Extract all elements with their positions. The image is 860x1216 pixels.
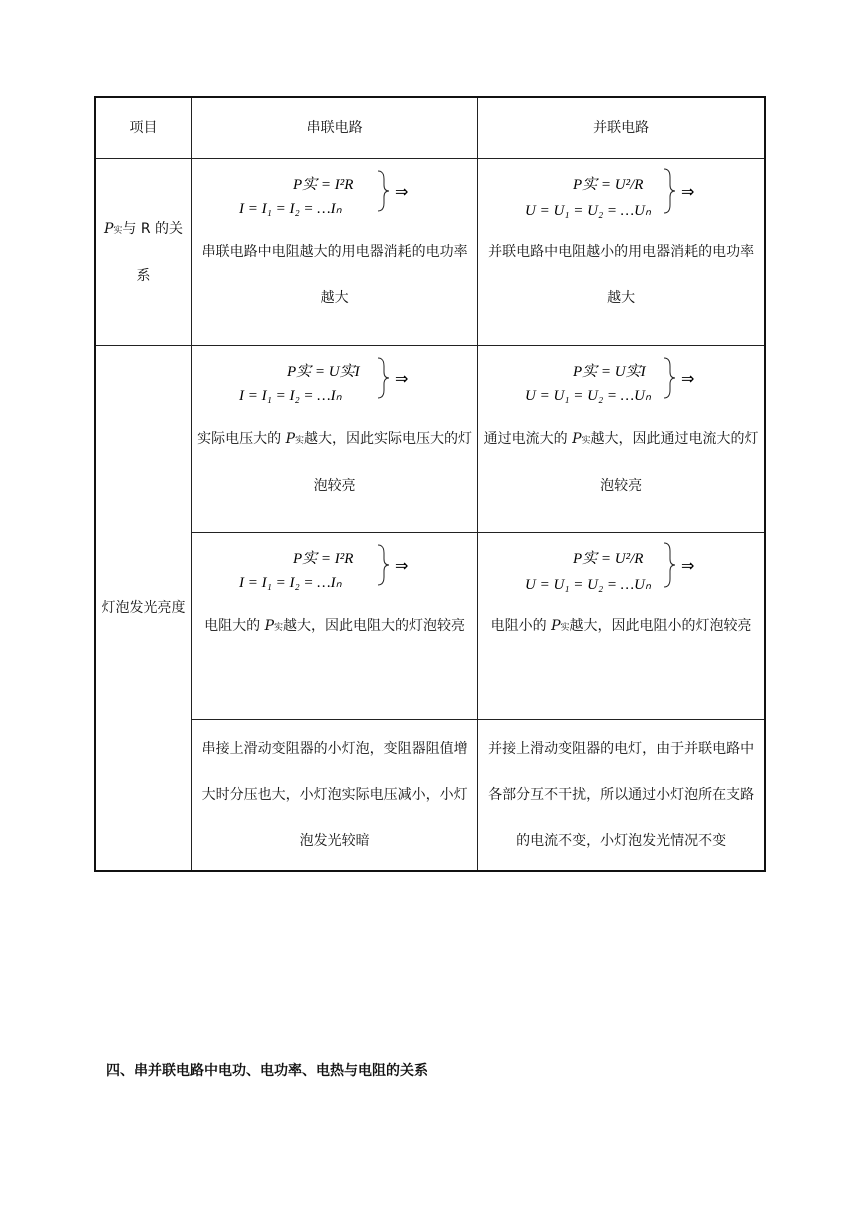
svg-text:I = I₁ = I₂ = …Iₙ: I = I₁ = I₂ = …Iₙ	[238, 388, 342, 404]
series-formula-1	[196, 163, 473, 229]
svg-text:⇒: ⇒	[681, 182, 695, 201]
svg-text:P实 = U实I: P实 = U实I	[573, 364, 646, 380]
parallel-formula-1	[482, 163, 760, 229]
svg-text:⇒: ⇒	[394, 556, 408, 575]
svg-text:I = I₁ = I₂ = …Iₙ: I = I₁ = I₂ = …Iₙ	[238, 575, 342, 591]
series-formula-2b	[196, 537, 473, 603]
svg-text:I = I₁ = I₂ = …Iₙ: I = I₁ = I₂ = …Iₙ	[238, 201, 342, 217]
svg-text:P实 = U实I: P实 = U实I	[286, 364, 360, 380]
svg-text:⇒: ⇒	[394, 182, 408, 201]
svg-text:U = U₁ = U₂ = …Uₙ: U = U₁ = U₂ = …Uₙ	[525, 203, 652, 219]
parallel-cell-2c: 并接上滑动变阻器的电灯，由于并联电路中各部分互不干扰，所以通过小灯泡所在支路的电流不变，小灯泡发光情况不变	[478, 720, 765, 872]
svg-text:U = U₁ = U₂ = …Uₙ: U = U₁ = U₂ = …Uₙ	[525, 388, 652, 404]
parallel-desc-2b: 电阻小的 P实越大，因此电阻小的灯泡较亮	[490, 618, 752, 634]
series-desc-1: 串联电路中电阻越大的用电器消耗的电功率越大	[201, 244, 468, 306]
svg-text:U = U₁ = U₂ = …Uₙ: U = U₁ = U₂ = …Uₙ	[525, 577, 652, 593]
row-label-brightness: 灯泡发光亮度	[95, 346, 191, 872]
table-row-brightness-c	[95, 720, 765, 872]
svg-text:P实 = U²/R: P实 = U²/R	[573, 551, 644, 567]
svg-text:P实 = I²R: P实 = I²R	[292, 177, 354, 193]
series-cell-2c: 串接上滑动变阻器的小灯泡，变阻器阻值增大时分压也大，小灯泡实际电压减小，小灯泡发光较暗	[191, 720, 477, 872]
parallel-formula-2a	[482, 350, 760, 416]
series-formula-2a	[196, 350, 473, 416]
series-cell-2b	[191, 533, 477, 720]
comparison-table	[94, 96, 766, 872]
svg-text:P实 = I²R: P实 = I²R	[292, 551, 354, 567]
table-header-row	[95, 97, 765, 159]
svg-text:⇒: ⇒	[394, 369, 408, 388]
parallel-cell-1	[478, 159, 765, 346]
header-series: 串联电路	[191, 97, 477, 159]
section-title: 四、串并联电路中电功、电功率、电热与电阻的关系	[106, 1063, 428, 1079]
svg-text:⇒: ⇒	[681, 556, 695, 575]
series-desc-2b: 电阻大的 P实越大，因此电阻大的灯泡较亮	[204, 618, 466, 634]
svg-text:⇒: ⇒	[681, 369, 695, 388]
series-desc-2a: 实际电压大的 P实越大，因此实际电压大的灯泡较亮	[197, 431, 473, 494]
table-row-brightness-a	[95, 346, 765, 533]
parallel-cell-2b	[478, 533, 765, 720]
parallel-cell-2a	[478, 346, 765, 533]
series-cell-1	[191, 159, 477, 346]
header-item: 项目	[95, 97, 191, 159]
table-row-power-resistance	[95, 159, 765, 346]
table-row-brightness-b	[95, 533, 765, 720]
header-parallel: 并联电路	[478, 97, 765, 159]
parallel-formula-2b	[482, 537, 760, 603]
parallel-desc-1: 并联电路中电阻越小的用电器消耗的电功率越大	[488, 244, 755, 306]
series-cell-2a	[191, 346, 477, 533]
row-label-power-resistance: P实与 R 的关系	[95, 159, 191, 346]
parallel-desc-2a: 通过电流大的 P实越大，因此通过电流大的灯泡较亮	[483, 431, 759, 494]
svg-text:P实 = U²/R: P实 = U²/R	[573, 177, 644, 193]
